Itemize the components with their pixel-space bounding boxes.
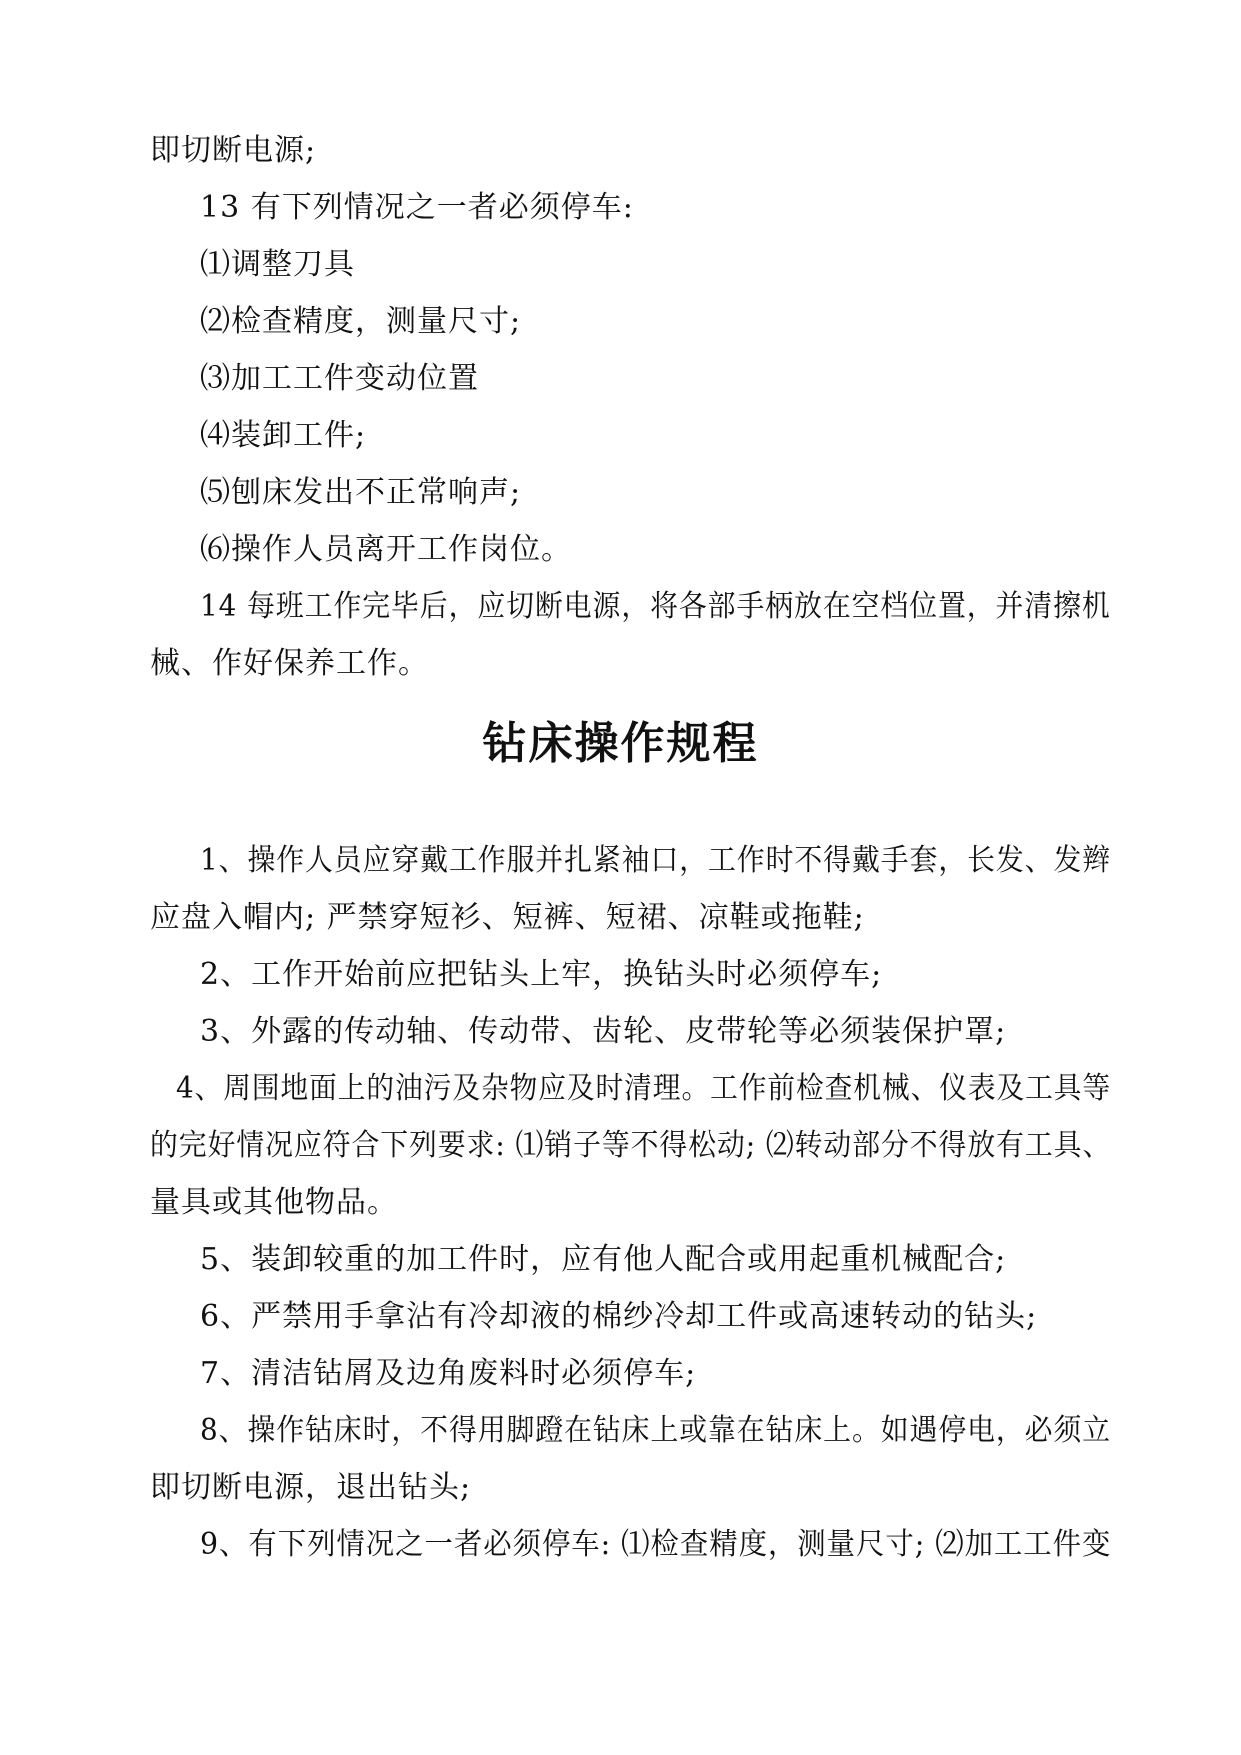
- text-line-drill-7: 量具或其他物品。: [150, 1185, 398, 1220]
- text-line-drill-8: 5、装卸较重的加工件时，应有他人配合或用起重机械配合;: [200, 1242, 1007, 1277]
- text-line-top-9: 14 每班工作完毕后，应切断电源，将各部手柄放在空档位置，并清擦机: [200, 589, 1111, 624]
- text-line-top-2: 13 有下列情况之一者必须停车:: [200, 190, 634, 225]
- text-line-drill-13: 9、有下列情况之一者必须停车: ⑴检查精度，测量尺寸; ⑵加工工件变: [200, 1527, 1112, 1562]
- text-line-drill-12: 即切断电源，退出钻头;: [150, 1470, 472, 1505]
- text-line-top-6: ⑷装卸工件;: [200, 418, 367, 453]
- text-line-drill-10: 7、清洁钻屑及边角废料时必须停车;: [200, 1356, 697, 1391]
- text-line-top-8: ⑹操作人员离开工作岗位。: [200, 532, 572, 567]
- text-line-drill-3: 2、工作开始前应把钻头上牢，换钻头时必须停车;: [200, 957, 883, 992]
- text-line-drill-4: 3、外露的传动轴、传动带、齿轮、皮带轮等必须装保护罩;: [200, 1014, 1007, 1049]
- text-line-top-1: 即切断电源;: [150, 133, 317, 168]
- text-line-drill-9: 6、严禁用手拿沾有冷却液的棉纱冷却工件或高速转动的钻头;: [200, 1299, 1038, 1334]
- text-line-drill-5: 4、周围地面上的油污及杂物应及时清理。工作前检查机械、仪表及工具等: [176, 1071, 1112, 1106]
- text-line-drill-1: 1、操作人员应穿戴工作服并扎紧袖口，工作时不得戴手套，长发、发辫: [200, 843, 1112, 878]
- text-line-drill-11: 8、操作钻床时，不得用脚蹬在钻床上或靠在钻床上。如遇停电，必须立: [200, 1413, 1112, 1448]
- text-line-drill-6: 的完好情况应符合下列要求: ⑴销子等不得松动; ⑵转动部分不得放有工具、: [150, 1128, 1112, 1163]
- text-line-top-3: ⑴调整刀具: [200, 247, 355, 282]
- text-line-drill-2: 应盘入帽内; 严禁穿短衫、短裤、短裙、凉鞋或拖鞋;: [150, 900, 865, 935]
- section-title: 钻床操作规程: [482, 718, 759, 769]
- text-line-top-5: ⑶加工工件变动位置: [200, 361, 479, 396]
- text-line-top-10: 械、作好保养工作。: [150, 646, 429, 681]
- text-line-top-4: ⑵检查精度，测量尺寸;: [200, 304, 522, 339]
- text-line-top-7: ⑸刨床发出不正常响声;: [200, 475, 522, 510]
